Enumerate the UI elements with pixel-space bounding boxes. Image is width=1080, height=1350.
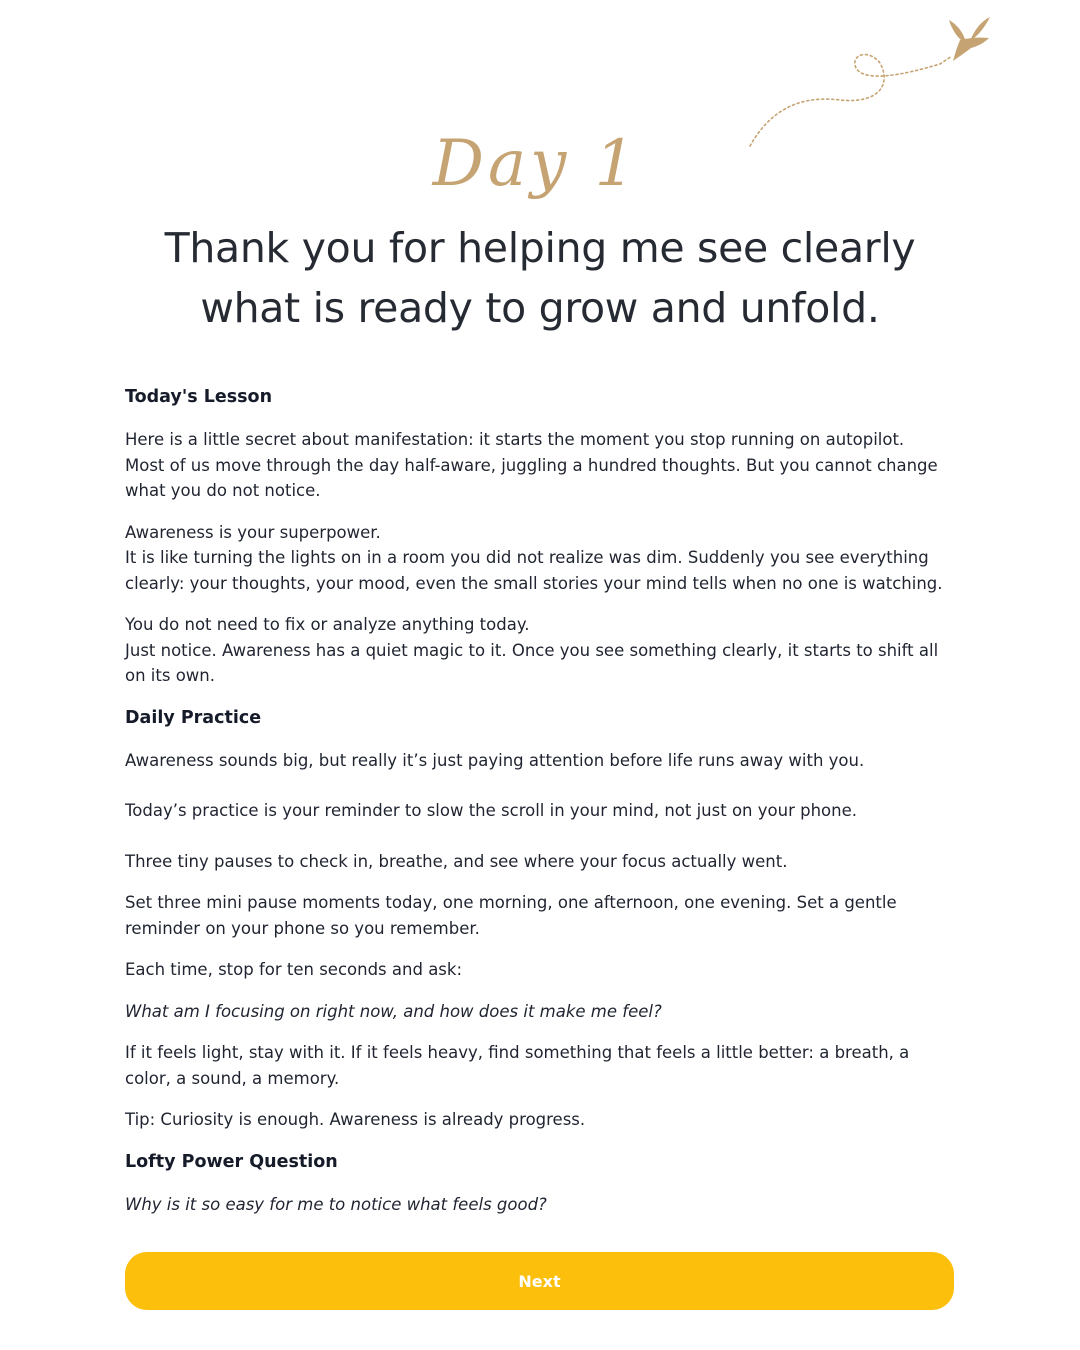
practice-paragraph-2: Today’s practice is your reminder to slow the scroll in your mind, not just on your phone. <box>125 801 857 820</box>
next-button[interactable]: Next <box>125 1252 954 1310</box>
lesson-paragraph-1 <box>125 427 955 504</box>
practice-paragraph-3: Three tiny pauses to check in, breathe, and see where your focus actually went. <box>125 851 788 871</box>
practice-paragraph-5: Each time, stop for ten seconds and ask: <box>125 960 463 979</box>
bird-icon <box>949 17 990 61</box>
lesson-content <box>125 384 955 1233</box>
lesson-heading: Today's Lesson <box>125 387 273 407</box>
headline-line-1: Thank you for helping me see clearly <box>164 224 916 272</box>
lesson-p1-line-2: Most of us move through the day half-aware, juggling a hundred thoughts. But you cannot change what you do not notice. <box>125 455 938 500</box>
page-headline <box>140 218 940 338</box>
power-question-heading: Lofty Power Question <box>125 1151 338 1172</box>
practice-heading: Daily Practice <box>125 707 262 728</box>
lesson-paragraph-3 <box>125 612 955 689</box>
day-label: Day 1 <box>432 127 640 201</box>
practice-question <box>125 999 955 1025</box>
lesson-p3-line-1: You do not need to fix or analyze anything today. <box>125 615 530 634</box>
power-question <box>125 1192 955 1218</box>
headline-line-2: what is ready to grow and unfold. <box>200 284 880 332</box>
lesson-p2-line-1: Awareness is your superpower. <box>125 522 381 542</box>
lesson-p3-line-2: Just notice. Awareness has a quiet magic to it. Once you see something clearly, it starts to shift all on its own. <box>125 640 939 685</box>
practice-tip: Tip: Curiosity is enough. Awareness is already progress. <box>125 1110 586 1129</box>
practice-question-text: What am I focusing on right now, and how does it make me feel? <box>125 1001 662 1021</box>
lesson-paragraph-2 <box>125 520 955 597</box>
day-title <box>0 100 1080 220</box>
practice-paragraph-4: Set three mini pause moments today, one morning, one afternoon, one evening. Set a gentle reminder on your phone so you remember. <box>125 893 897 938</box>
power-question-text: Why is it so easy for me to notice what feels good? <box>125 1194 547 1214</box>
practice-paragraph-1: Awareness sounds big, but really it’s just paying attention before life runs away with you. <box>125 750 865 770</box>
lesson-p2-line-2: It is like turning the lights on in a room you did not realize was dim. Suddenly you see everything clearly: your thoughts, your mood, even the small stories your mind tells when no one is watching. <box>125 548 943 593</box>
practice-paragraph-6: If it feels light, stay with it. If it feels heavy, find something that feels a little better: a breath, a color, a sound, a memory. <box>125 1043 910 1088</box>
lesson-p1-line-1: Here is a little secret about manifestation: it starts the moment you stop running on autopilot. <box>125 430 905 449</box>
